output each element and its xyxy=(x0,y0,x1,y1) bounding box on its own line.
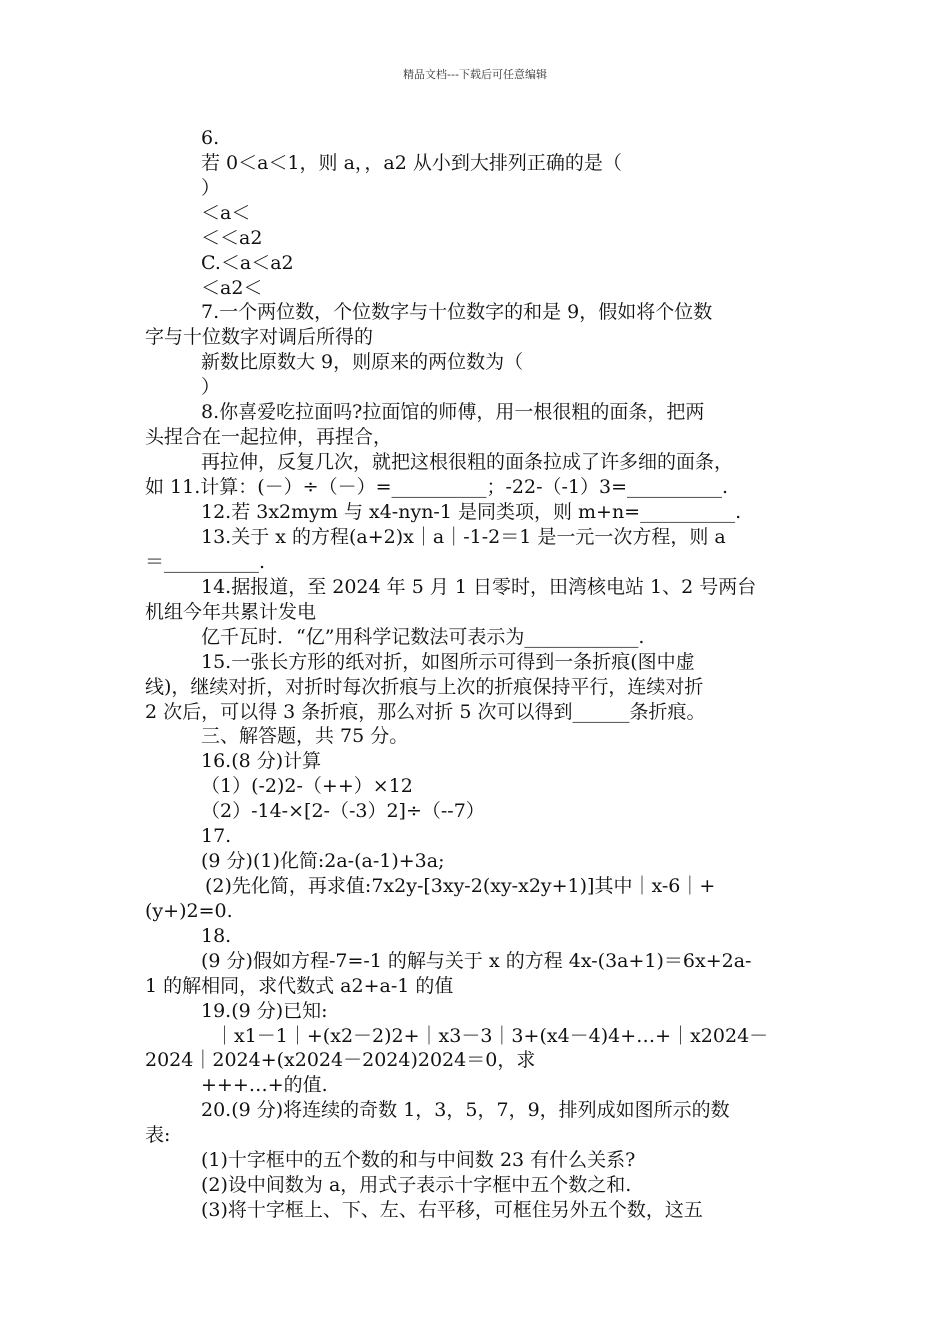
text-line: （2）-14-×[2-（-3）2]÷（--7） xyxy=(201,800,485,822)
text-line: 新数比原数大 9，则原来的两位数为（ xyxy=(201,351,524,373)
text-line: 2 次后，可以得 3 条折痕，那么对折 5 次可以得到______条折痕。 xyxy=(145,701,706,723)
text-line: 机组今年共累计发电 xyxy=(145,601,317,623)
text-line: 亿千瓦时．“亿”用科学记数法可表示为____________. xyxy=(201,626,645,648)
text-line: (9 分)假如方程-7=-1 的解与关于 x 的方程 4x-(3a+1)＝6x+2a- xyxy=(201,950,752,972)
text-line: 头捏合在一起拉伸，再捏合， xyxy=(145,426,393,448)
text-line: ＜a2＜ xyxy=(201,277,263,299)
text-line: 若 0＜a＜1，则 a，，a2 从小到大排列正确的是（ xyxy=(201,152,622,174)
text-line: 表: xyxy=(145,1124,171,1146)
text-line: 7.一个两位数，个位数字与十位数字的和是 9，假如将个位数 xyxy=(201,301,713,323)
text-line: 13.关于 x 的方程(a+2)x｜a｜-1-2＝1 是一元一次方程，则 a xyxy=(201,526,726,548)
text-line: ＝__________. xyxy=(145,551,266,573)
text-line: 再拉伸，反复几次，就把这根很粗的面条拉成了许多细的面条， xyxy=(201,451,734,473)
text-line: 线)，继续对折，对折时每次折痕与上次的折痕保持平行，连续对折 xyxy=(145,676,704,698)
text-line: (9 分)(1)化简:2a-(a-1)+3a; xyxy=(201,850,445,872)
text-line: (3)将十字框上、下、左、右平移，可框住另外五个数，这五 xyxy=(201,1199,703,1221)
text-line: 18. xyxy=(201,925,232,947)
text-line: ｜x1－1｜+(x2－2)2+｜x3－3｜3+(x4－4)4+…+｜x2024－ xyxy=(215,1025,769,1047)
text-line: ） xyxy=(201,376,221,398)
text-line: C.＜a＜a2 xyxy=(201,252,294,274)
text-line: 6. xyxy=(201,127,220,149)
text-line: 字与十位数字对调后所得的 xyxy=(145,326,374,348)
text-line: (2)设中间数为 a，用式子表示十字框中五个数之和. xyxy=(201,1174,632,1196)
text-line: 三、解答题，共 75 分。 xyxy=(201,725,409,747)
text-line: ＜＜a2 xyxy=(201,227,263,249)
text-line: 17. xyxy=(201,825,232,847)
text-line: 20.(9 分)将连续的奇数 1，3，5，7，9，排列成如图所示的数 xyxy=(201,1099,730,1121)
text-line: 如 11.计算：(－）÷（－）=__________；-22-（-1）3=__________. xyxy=(145,476,729,498)
text-line: ） xyxy=(201,177,221,199)
text-line: ＜a＜ xyxy=(201,202,251,224)
text-line: 8.你喜爱吃拉面吗?拉面馆的师傅，用一根很粗的面条，把两 xyxy=(201,401,705,423)
text-line: 15.一张长方形的纸对折，如图所示可得到一条折痕(图中虚 xyxy=(201,651,695,673)
text-line: (2)先化简，再求值:7x2y-[3xy-2(xy-x2y+1)]其中｜x-6｜+ xyxy=(205,875,716,897)
text-line: 2024｜2024+(x2024－2024)2024＝0，求 xyxy=(145,1049,536,1071)
text-line: (1)十字框中的五个数的和与中间数 23 有什么关系? xyxy=(201,1149,636,1171)
text-line: 1 的解相同，求代数式 a2+a-1 的值 xyxy=(145,975,454,997)
text-line: (y+)2=0. xyxy=(145,900,233,922)
text-line: 12.若 3x2mym 与 x4-nyn-1 是同类项，则 m+n=__________. xyxy=(201,501,742,523)
text-line: 16.(8 分)计算 xyxy=(201,750,322,772)
text-line: 19.(9 分)已知: xyxy=(201,1000,328,1022)
text-line: 14.据报道，至 2024 年 5 月 1 日零时，田湾核电站 1、2 号两台 xyxy=(201,576,757,598)
text-line: +++…+的值. xyxy=(201,1074,328,1096)
page-header: 精品文档---下载后可任意编辑 xyxy=(403,68,547,81)
text-line: （1）(-2)2-（++）×12 xyxy=(201,775,413,797)
